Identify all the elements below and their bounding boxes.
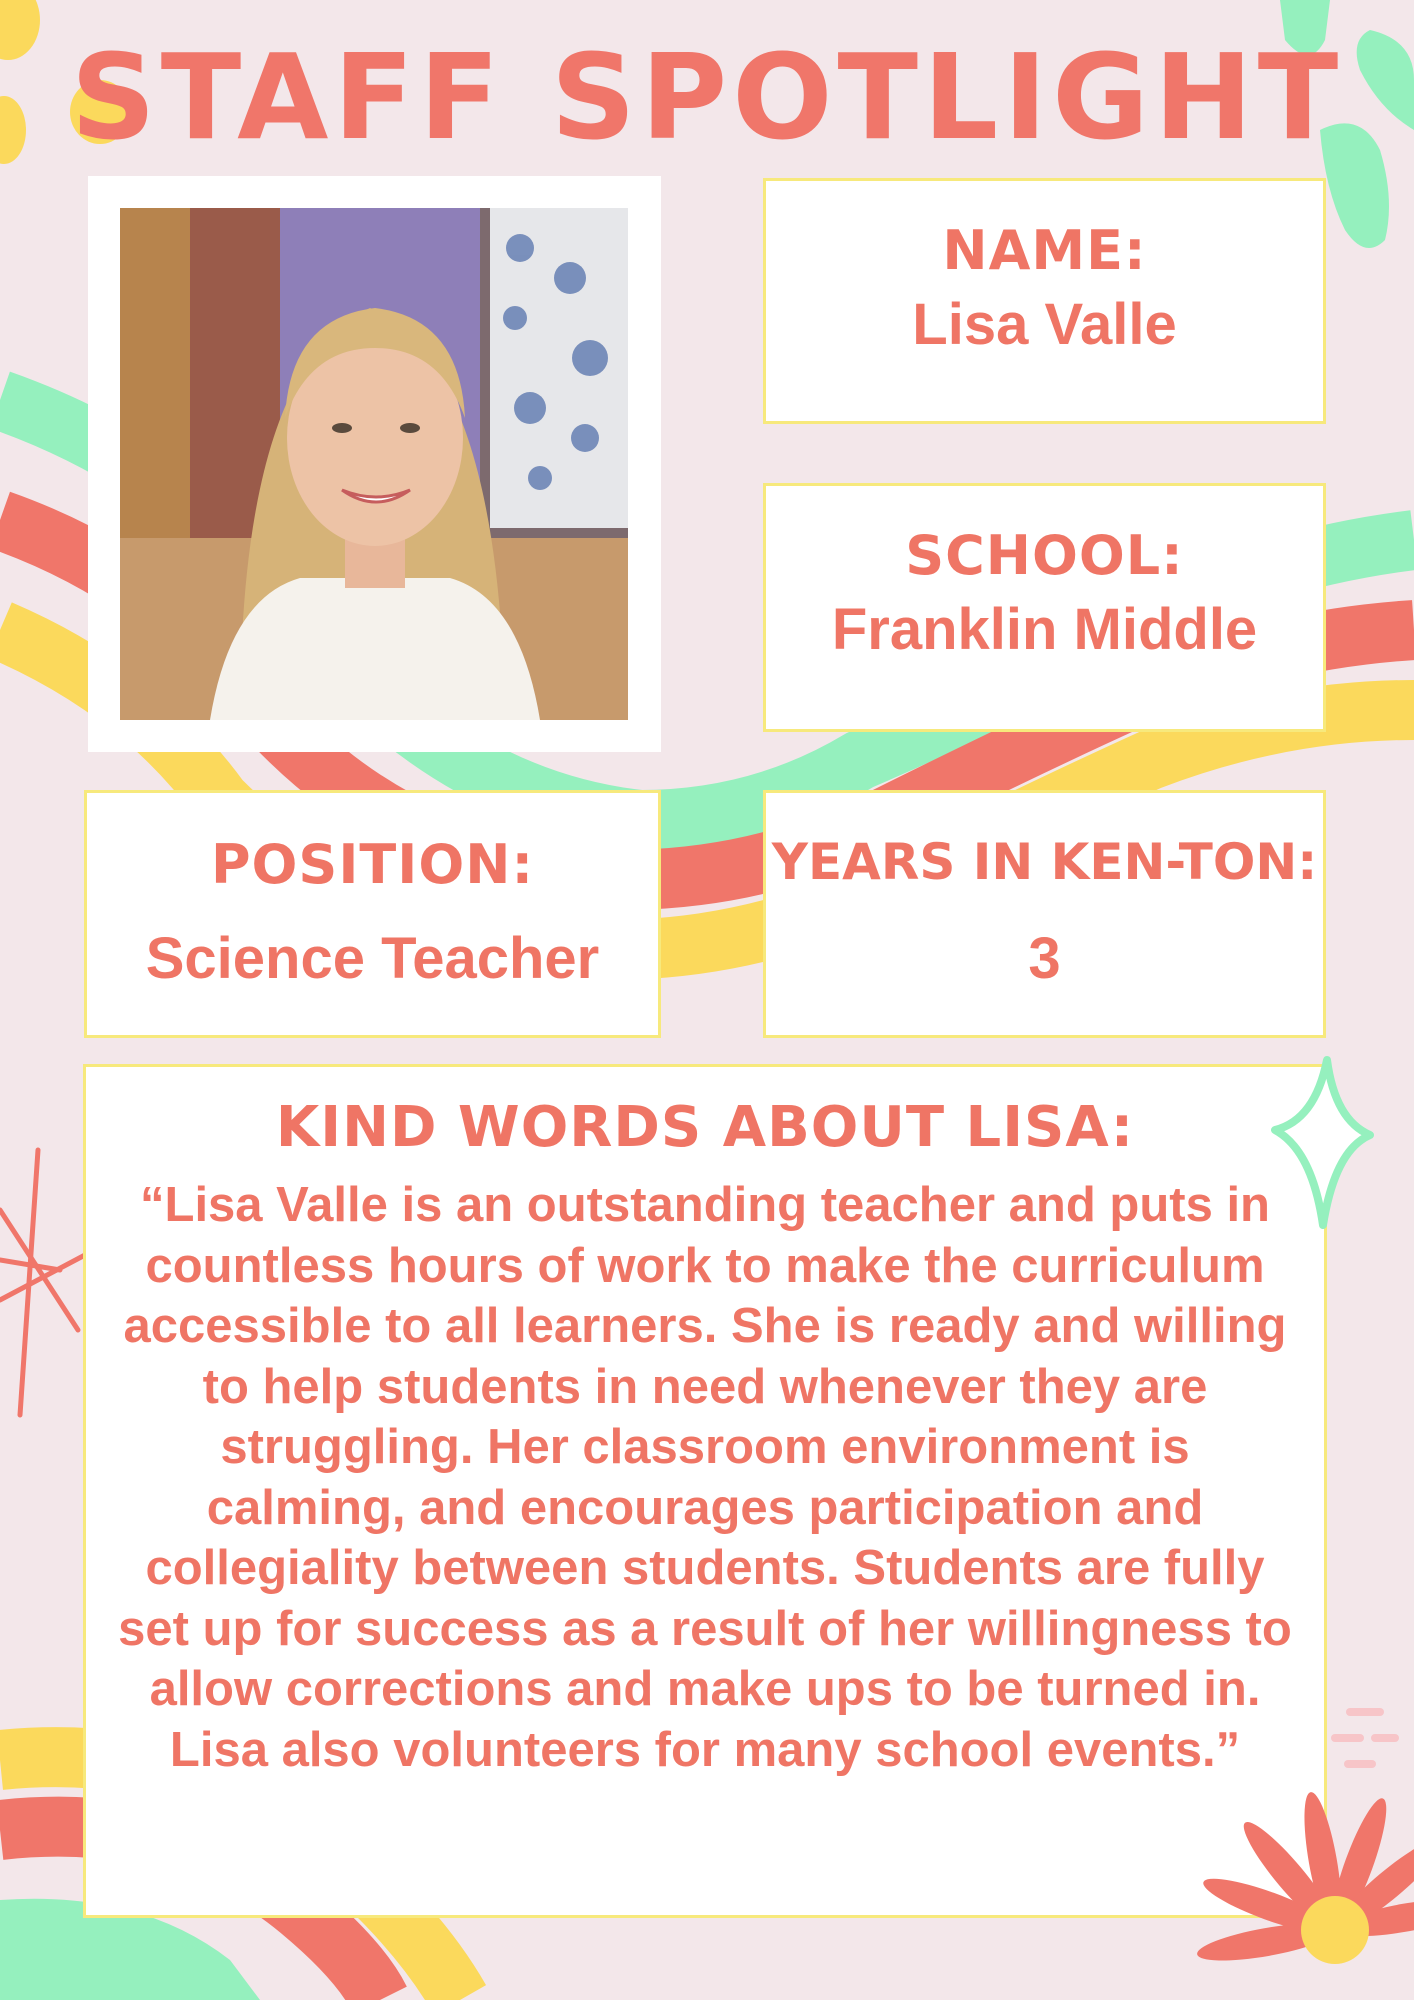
years-value: 3 [1028, 926, 1061, 991]
kind-words-quote: “Lisa Valle is an outstanding teacher and puts in countless hours of work to make the curriculum accessible to all learners. She is ready and willing to help students in need whenever they are struggling. Her classroom environment is calming, and encourages participation and collegiality between students. Students are fully set up for success as a result of her willingness to allow corrections and make ups to be turned in. Lisa also volunteers for many school events.” [118, 1178, 1292, 1777]
name-card [763, 178, 1326, 424]
page-title: STAFF SPOTLIGHT [70, 28, 1344, 166]
kind-words-card [83, 1064, 1327, 1918]
years-card [763, 790, 1326, 1038]
school-value: Franklin Middle [831, 597, 1258, 662]
position-value: Science Teacher [145, 926, 600, 991]
portrait-photo [120, 208, 628, 720]
photo-frame [88, 176, 661, 752]
position-label: POSITION: [210, 833, 535, 896]
dash-marks [1335, 1712, 1395, 1764]
school-label: SCHOOL: [905, 524, 1184, 587]
kind-words-label: KIND WORDS ABOUT LISA: [275, 1095, 1135, 1160]
starburst-icon [0, 1150, 85, 1415]
school-card [763, 483, 1326, 732]
name-label: NAME: [942, 219, 1147, 282]
portrait-illustration [120, 208, 628, 720]
years-label: YEARS IN KEN-TON: [771, 833, 1318, 891]
position-card [84, 790, 661, 1038]
name-value: Lisa Valle [912, 292, 1177, 357]
